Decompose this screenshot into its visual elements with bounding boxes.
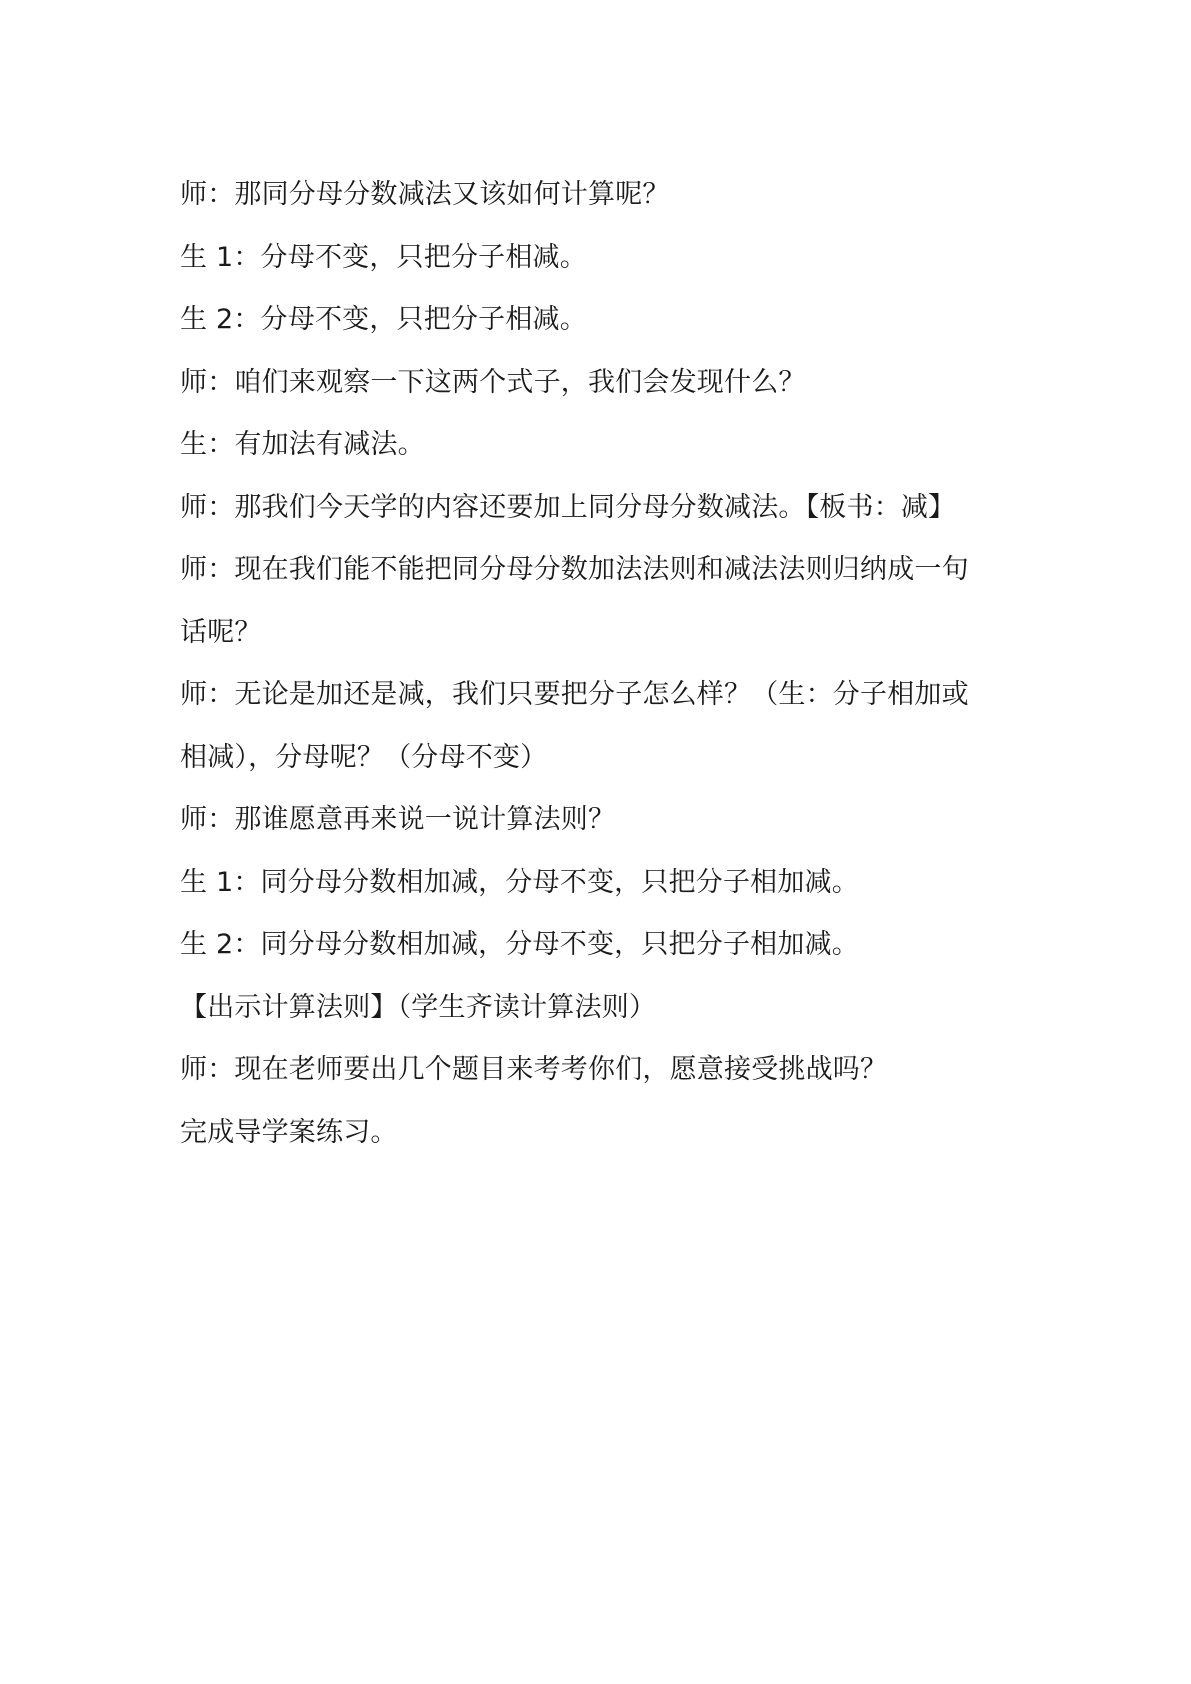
text-line: 师：咱们来观察一下这两个式子，我们会发现什么？: [180, 366, 806, 398]
text-line: 师：无论是加还是减，我们只要把分子怎么样？（生：分子相加或: [180, 679, 969, 710]
text-line: 师：那谁愿意再来说一说计算法则？: [180, 804, 616, 835]
text-line: 生 2：同分母分数相加减，分母不变，只把分子相加减。: [180, 929, 859, 960]
text-line: 师：现在我们能不能把同分母分数加法法则和减法法则归纳成一句: [180, 554, 969, 585]
text-line: 师：那我们今天学的内容还要加上同分母分数减法。【板书：减】: [180, 491, 956, 523]
text-line: 生 1：分母不变，只把分子相减。: [180, 241, 587, 273]
text-line: 师：那同分母分数减法又该如何计算呢？: [180, 179, 670, 210]
document-body: [180, 164, 1040, 1164]
text-line: 相减），分母呢？（分母不变）: [180, 741, 548, 773]
text-line: 生：有加法有减法。: [180, 429, 425, 460]
text-line: 【出示计算法则】（学生齐读计算法则）: [180, 991, 657, 1023]
text-line: 完成导学案练习。: [180, 1116, 398, 1148]
text-line: 师：现在老师要出几个题目来考考你们，愿意接受挑战吗？: [180, 1054, 888, 1085]
text-line: 生 2：分母不变，只把分子相减。: [180, 304, 587, 335]
text-line: 生 1：同分母分数相加减，分母不变，只把分子相加减。: [180, 866, 859, 898]
text-line: 话呢？: [180, 616, 262, 648]
